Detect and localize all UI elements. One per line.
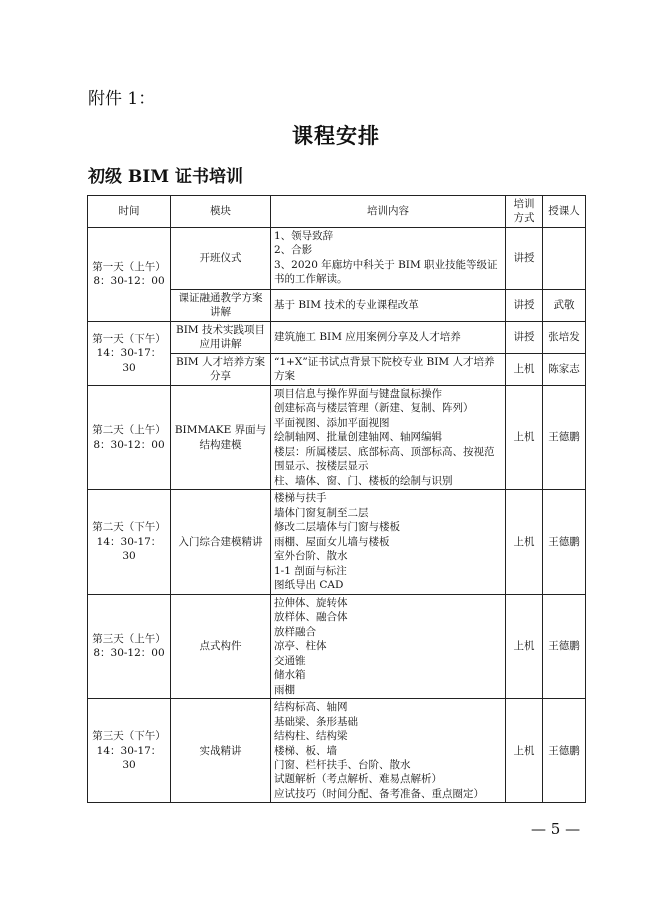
module-cell: BIM 人才培养方案分享: [171, 353, 271, 385]
lecturer-cell: 武敬: [543, 289, 586, 321]
time-cell: 第一天（下午）14：30-17：30: [88, 321, 171, 385]
content-line: 结构标高、轴网: [274, 701, 348, 714]
method-cell: 讲授: [506, 227, 543, 289]
content-line: 交通锥: [274, 654, 306, 667]
content-line: 绘制轴网、批量创建轴网、轴网编辑: [274, 431, 442, 444]
content-cell: [271, 594, 506, 698]
time-cell: 第一天（上午）8：30-12：00: [88, 227, 171, 321]
content-line: 基础梁、条形基础: [274, 715, 358, 728]
content-line: 1-1 剖面与标注: [274, 564, 347, 577]
content-line: “1+X”证书试点背景下院校专业 BIM 人才培养方案: [274, 355, 495, 383]
content-line: 1、领导致辞: [274, 229, 334, 242]
content-line: 试题解析（考点解析、难易点解析）: [274, 773, 442, 786]
module-cell: 实战精讲: [171, 699, 271, 803]
content-line: 放样融合: [274, 625, 316, 638]
col-header-lecturer: 授课人: [543, 196, 586, 228]
content-line: 修改二层墙体与门窗与楼板: [274, 521, 400, 534]
col-header-time: 时间: [88, 196, 171, 228]
lecturer-cell: 陈家志: [543, 353, 586, 385]
content-line: 创建标高与楼层管理（新建、复制、阵列）: [274, 402, 474, 415]
table-row: [88, 227, 586, 289]
module-cell: 入门综合建模精讲: [171, 490, 271, 594]
time-cell: 第二天（下午）14：30-17：30: [88, 490, 171, 594]
method-cell: 上机: [506, 594, 543, 698]
content-line: 楼梯与扶手: [274, 492, 327, 505]
table-row: [88, 594, 586, 698]
content-line: 楼层：所属楼层、底部标高、顶部标高、按视范围显示、按楼层显示: [274, 445, 495, 473]
method-cell: 讲授: [506, 321, 543, 353]
content-line: 图纸导出 CAD: [274, 579, 344, 592]
content-cell: [271, 385, 506, 489]
content-line: 建筑施工 BIM 应用案例分享及人才培养: [274, 331, 461, 344]
col-header-method: 培训方式: [506, 196, 543, 228]
table-row: [88, 321, 586, 353]
content-line: 放样体、融合体: [274, 611, 348, 624]
module-cell: 课证融通教学方案讲解: [171, 289, 271, 321]
lecturer-cell: [543, 227, 586, 289]
table-row: [88, 699, 586, 803]
content-cell: [271, 321, 506, 353]
page-number: — 5 —: [531, 820, 581, 838]
attachment-label: 附件 1：: [88, 89, 156, 109]
lecturer-cell: 张培发: [543, 321, 586, 353]
time-cell: 第三天（下午）14：30-17：30: [88, 699, 171, 803]
content-line: 项目信息与操作界面与键盘鼠标操作: [274, 387, 442, 400]
time-cell: 第二天（上午）8：30-12：00: [88, 385, 171, 489]
content-line: 3、2020 年廊坊中科关于 BIM 职业技能等级证书的工作解读。: [274, 258, 498, 286]
time-cell: 第三天（上午）8：30-12：00: [88, 594, 171, 698]
col-header-module: 模块: [171, 196, 271, 228]
content-line: 雨棚、屋面女儿墙与楼板: [274, 535, 390, 548]
lecturer-cell: 王德鹏: [543, 699, 586, 803]
content-line: 柱、墙体、窗、门、楼板的绘制与识别: [274, 474, 453, 487]
module-cell: BIMMAKE 界面与结构建模: [171, 385, 271, 489]
content-line: 平面视图、添加平面视图: [274, 416, 390, 429]
module-cell: 开班仪式: [171, 227, 271, 289]
content-line: 凉亭、柱体: [274, 640, 327, 653]
lecturer-cell: 王德鹏: [543, 594, 586, 698]
method-cell: 讲授: [506, 289, 543, 321]
content-line: 基于 BIM 技术的专业课程改革: [274, 299, 419, 312]
content-line: 门窗、栏杆扶手、台阶、散水: [274, 758, 411, 771]
content-line: 储水箱: [274, 669, 306, 682]
page-title: 课程安排: [292, 123, 380, 148]
method-cell: 上机: [506, 385, 543, 489]
lecturer-cell: 王德鹏: [543, 385, 586, 489]
content-line: 应试技巧（时间分配、备考准备、重点圈定）: [274, 787, 484, 800]
content-cell: [271, 699, 506, 803]
content-cell: [271, 227, 506, 289]
content-line: 结构柱、结构梁: [274, 730, 348, 743]
method-cell: 上机: [506, 699, 543, 803]
content-line: 拉伸体、旋转体: [274, 596, 348, 609]
course-schedule-table: [87, 195, 586, 803]
content-cell: [271, 490, 506, 594]
content-line: 楼梯、板、墙: [274, 744, 337, 757]
module-cell: BIM 技术实践项目应用讲解: [171, 321, 271, 353]
lecturer-cell: 王德鹏: [543, 490, 586, 594]
content-line: 雨棚: [274, 683, 295, 696]
content-cell: [271, 289, 506, 321]
table-header-row: [88, 196, 586, 228]
method-cell: 上机: [506, 353, 543, 385]
content-cell: [271, 353, 506, 385]
content-line: 2、合影: [274, 244, 313, 257]
table-row: [88, 490, 586, 594]
method-cell: 上机: [506, 490, 543, 594]
table-row: [88, 385, 586, 489]
content-line: 墙体门窗复制至二层: [274, 506, 369, 519]
content-line: 室外台阶、散水: [274, 550, 348, 563]
section-subtitle: 初级 BIM 证书培训: [88, 167, 243, 187]
module-cell: 点式构件: [171, 594, 271, 698]
col-header-content: 培训内容: [271, 196, 506, 228]
